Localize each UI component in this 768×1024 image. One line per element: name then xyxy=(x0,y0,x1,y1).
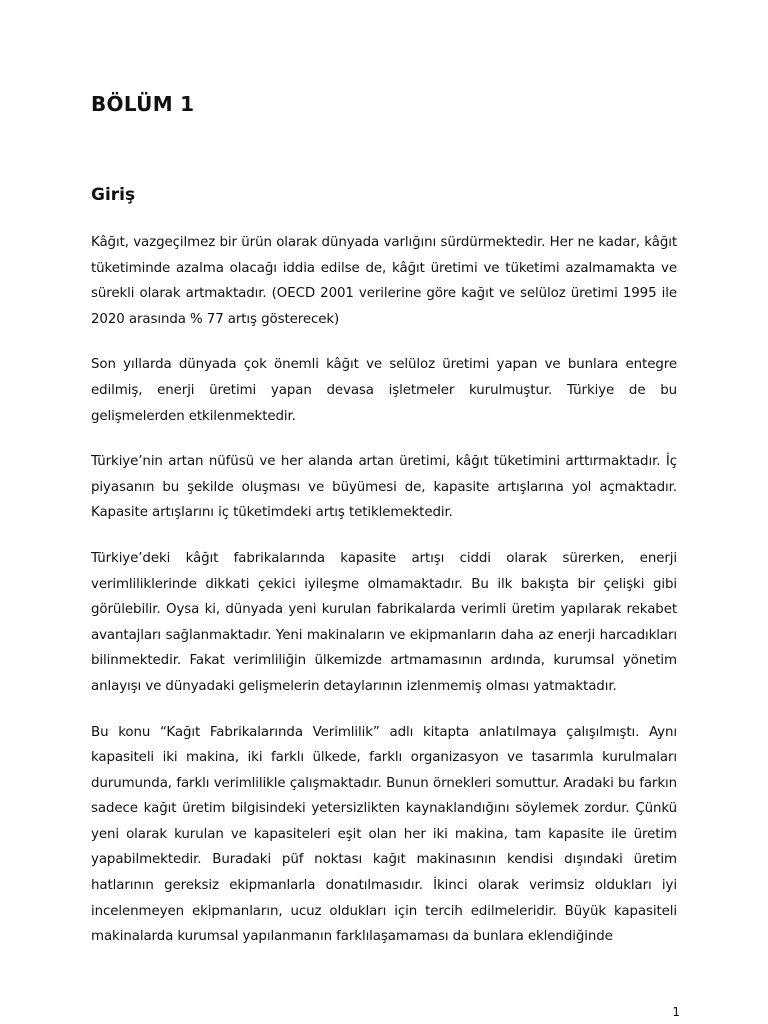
paragraph-1: Kâğıt, vazgeçilmez bir ürün olarak dünyada varlığını sürdürmektedir. Her ne kadar, kâğıt tüketiminde azalma olacağı iddia edilse de, kâğıt üretimi ve tüketimi azalmamakta ve sürekli olarak artmaktadır. (OECD 2001 verilerine göre kağıt ve selüloz üretimi 1995 ile 2020 arasında % 77 artış gösterecek) xyxy=(91,235,677,327)
chapter-title: BÖLÜM 1 xyxy=(91,92,195,116)
section-title: Giriş xyxy=(91,185,136,205)
paragraph-3: Türkiye’nin artan nüfüsü ve her alanda artan üretimi, kâğıt tüketimini arttırmaktadır. İç piyasanın bu şekilde oluşması ve büyümesi de, kapasite artışlarına yol açmaktadır. Kapasite artışlarını iç tüketimdeki artış tetiklemektedir. xyxy=(91,454,677,521)
paragraph-5: Bu konu “Kağıt Fabrikalarında Verimlilik” adlı kitapta anlatılmaya çalışılmıştı. Aynı kapasiteli iki makina, iki farklı ülkede, farklı organizasyon ve tasarımla kurulmaları durumunda, farklı verimlilikle çalışmaktadır. Bunun örnekleri somuttur. Aradaki bu farkın sadece kağıt üretim bilgisindeki yetersizlikten kaynaklandığını söylemek zordur. Çünkü yeni olarak kurulan ve kapasiteleri eşit olan her iki makina, tam kapasite ile üretim yapabilmektedir. Buradaki püf noktası kağıt makinasının kendisi dışındaki üretim hatlarının gereksiz ekipmanlarla donatılmasıdır. İkinci olarak verimsiz oldukları iyi incelenmeyen ekipmanların, ucuz oldukları için tercih edilmeleridir. Büyük kapasiteli makinalarda kurumsal yapılanmanın farklılaşamaması da bunlara eklendiğinde xyxy=(91,724,677,945)
body-text xyxy=(91,230,677,970)
paragraph-2: Son yıllarda dünyada çok önemli kâğıt ve selüloz üretimi yapan ve bunlara entegre edilmiş, enerji üretimi yapan devasa işletmeler kurulmuştur. Türkiye de bu gelişmelerden etkilenmektedir. xyxy=(91,357,677,424)
page-number: 1 xyxy=(672,1005,680,1019)
paragraph-4: Türkiye’deki kâğıt fabrikalarında kapasite artışı ciddi olarak sürerken, enerji verimliliklerinde dikkati çekici iyileşme olmamaktadır. Bu ilk bakışta bir çelişki gibi görülebilir. Oysa ki, dünyada yeni kurulan fabrikalarda verimli üretim yapılarak rekabet avantajları sağlanmaktadır. Yeni makinaların ve ekipmanların daha az enerji harcadıkları bilinmektedir. Fakat verimliliğin ülkemizde artmamasının ardında, kurumsal yönetim anlayışı ve dünyadaki gelişmelerin detaylarının izlenmemiş olması yatmaktadır. xyxy=(91,550,677,694)
